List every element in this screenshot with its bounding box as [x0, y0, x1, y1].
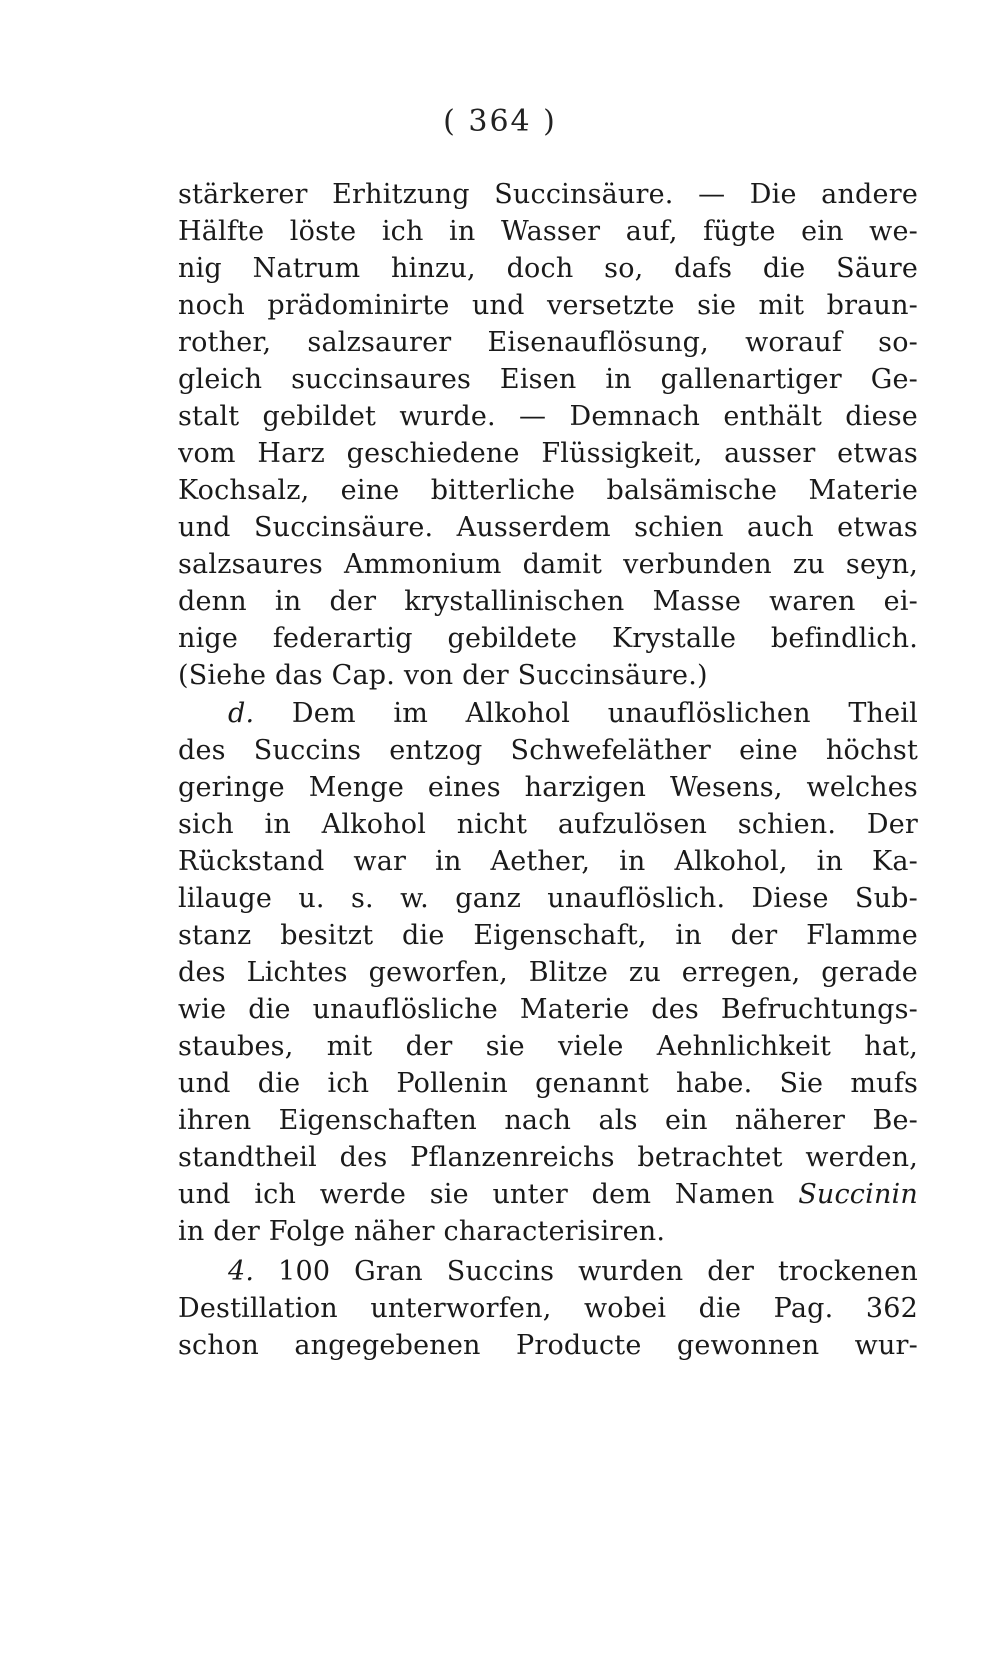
paragraph-d [178, 695, 918, 1250]
text-line: ihren Eigenschaften nach als ein näherer Be- [178, 1105, 918, 1136]
text-line-first [178, 1253, 918, 1290]
text-line: gleich succinsaures Eisen in gallenartiger Ge- [178, 364, 918, 395]
text-line: (Siehe das Cap. von der Succinsäure.) [178, 660, 708, 691]
text-line: in der Folge näher characterisiren. [178, 1216, 666, 1247]
text-line: wie die unauflösliche Materie des Befruchtungs- [178, 994, 918, 1025]
text-line: geringe Menge eines harzigen Wesens, welches [178, 772, 918, 803]
text-line: nige federartig gebildete Krystalle befindlich. [178, 623, 918, 654]
text-line: und Succinsäure. Ausserdem schien auch etwas [178, 512, 918, 543]
text-line: Hälfte löste ich in Wasser auf, fügte ein we- [178, 216, 918, 247]
text-line: lilauge u. s. w. ganz unauflöslich. Diese Sub- [178, 883, 918, 914]
paragraph-marker: 4. [228, 1256, 255, 1287]
paragraph-1 [178, 176, 918, 694]
text-line-with-italic [178, 1176, 918, 1213]
text-line: des Succins entzog Schwefeläther eine höchst [178, 735, 918, 766]
text-line: noch prädominirte und versetzte sie mit braun- [178, 290, 918, 321]
page-number: ( 364 ) [443, 104, 557, 139]
text-line: rother, salzsaurer Eisenauflösung, worauf so- [178, 327, 918, 358]
text-line: stanz besitzt die Eigenschaft, in der Flamme [178, 920, 918, 951]
paragraph-4 [178, 1253, 918, 1364]
text-line: salzsaures Ammonium damit verbunden zu seyn, [178, 549, 918, 580]
text-line: staubes, mit der sie viele Aehnlichkeit hat, [178, 1031, 918, 1062]
text-line: standtheil des Pflanzenreichs betrachtet werden, [178, 1142, 918, 1173]
paragraph-marker: d. [228, 698, 255, 729]
italic-term: Succinin [798, 1179, 918, 1210]
text-line: stalt gebildet wurde. — Demnach enthält diese [178, 401, 918, 432]
text-line: schon angegebenen Producte gewonnen wur- [178, 1330, 918, 1361]
text-line: nig Natrum hinzu, doch so, dafs die Säure [178, 253, 918, 284]
text-line: denn in der krystallinischen Masse waren ei- [178, 586, 918, 617]
text-line: und die ich Pollenin genannt habe. Sie mufs [178, 1068, 918, 1099]
text-line: sich in Alkohol nicht aufzulösen schien. Der [178, 809, 918, 840]
text-line: Destillation unterworfen, wobei die Pag. 362 [178, 1293, 918, 1324]
text-line: vom Harz geschiedene Flüssigkeit, ausser etwas [178, 438, 918, 469]
text-line: Rückstand war in Aether, in Alkohol, in Ka- [178, 846, 918, 877]
text-line-content: 100 Gran Succins wurden der trockenen [278, 1256, 918, 1287]
text-line-first [178, 695, 918, 732]
text-line-content: und ich werde sie unter dem Namen [178, 1179, 775, 1210]
text-line: stärkerer Erhitzung Succinsäure. — Die andere [178, 179, 918, 210]
text-line-content: Dem im Alkohol unauflöslichen Theil [291, 698, 918, 729]
text-line: des Lichtes geworfen, Blitze zu erregen, gerade [178, 957, 918, 988]
text-line: Kochsalz, eine bitterliche balsämische Materie [178, 475, 918, 506]
